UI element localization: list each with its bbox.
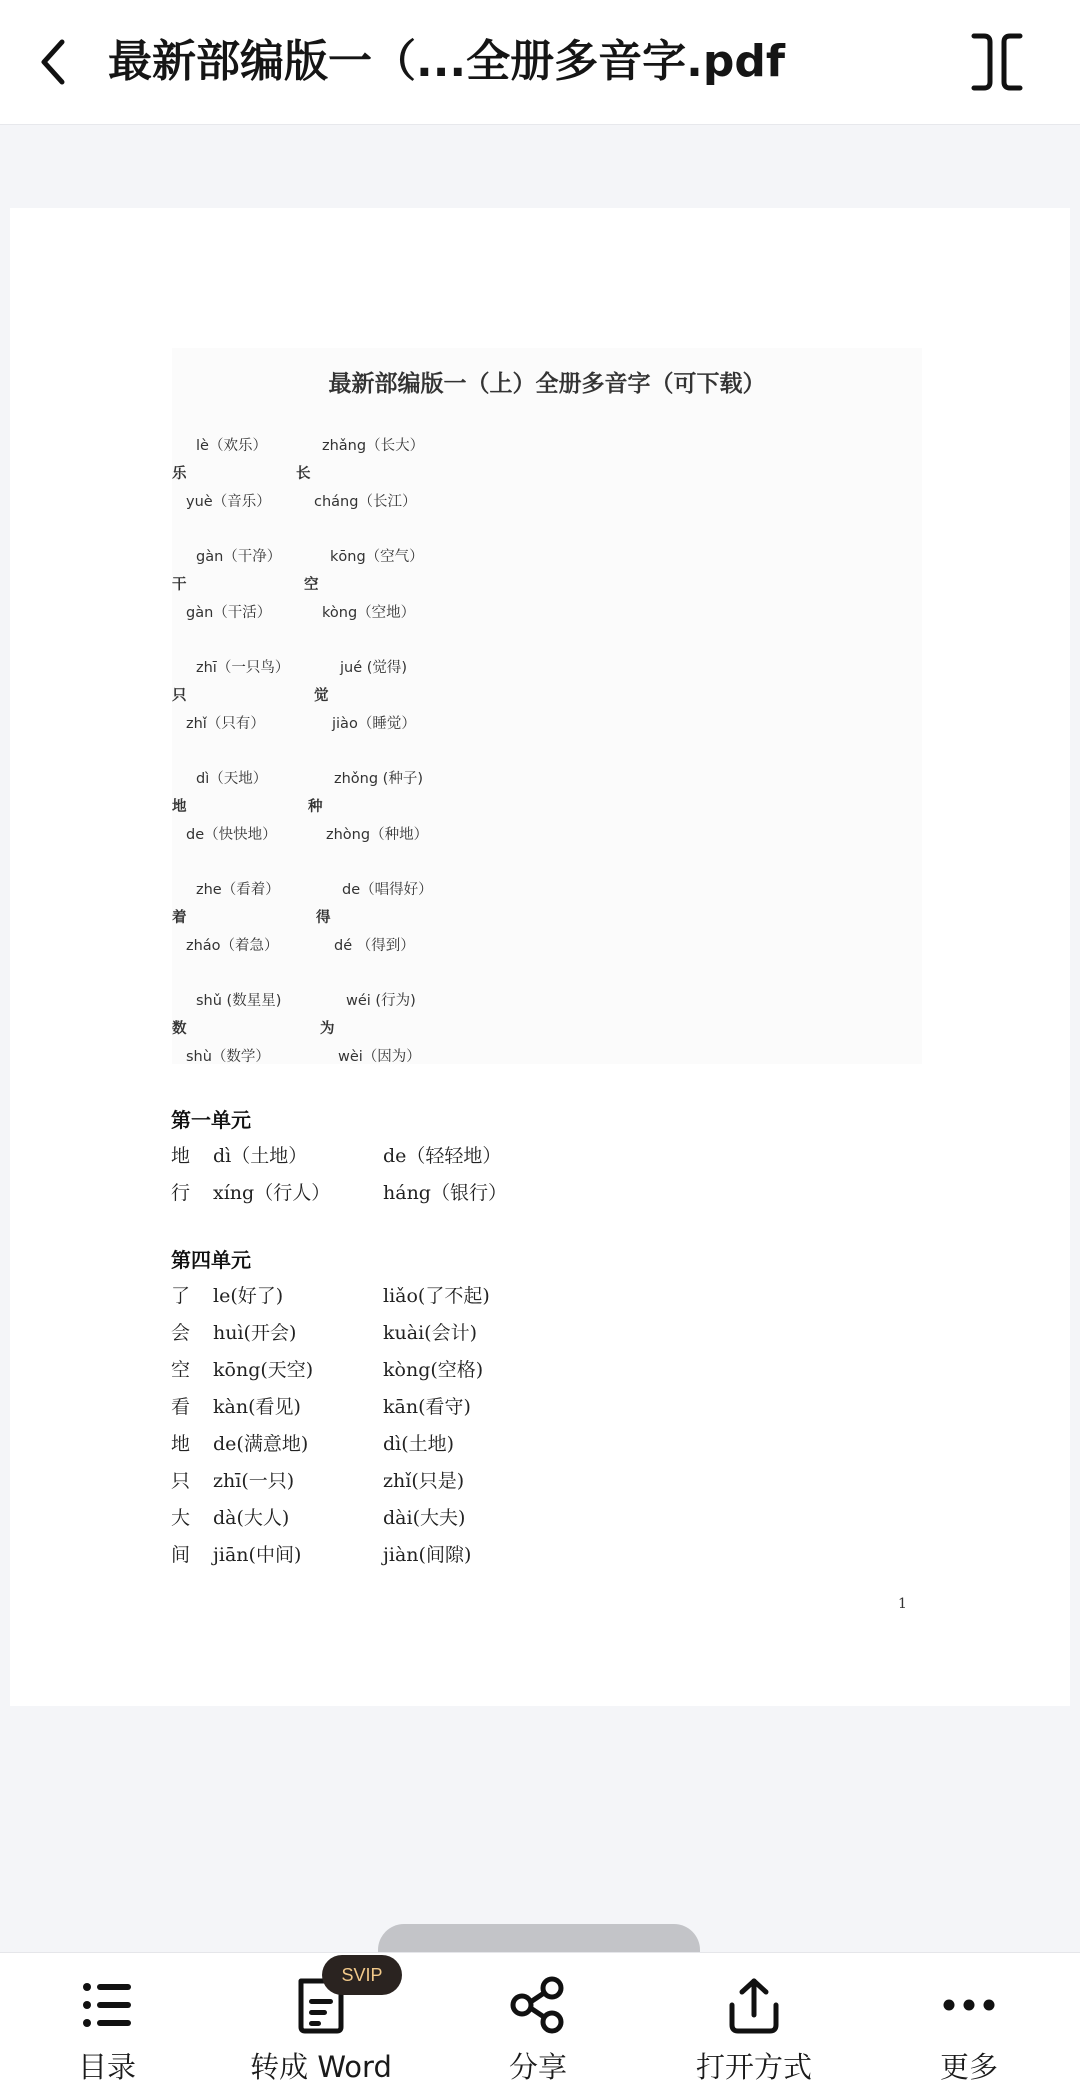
unit-char: 地 [171,1145,191,1167]
polyphone-pair [172,547,772,658]
page-number: 1 [898,1596,907,1612]
pinyin-entry: shǔ (数星星) [196,993,282,1009]
pinyin-entry: de（快快地） [186,827,277,843]
unit-char: 看 [171,1396,191,1418]
polyphone-char: 得 [316,910,331,926]
unit-reading: kòng(空格) [383,1359,484,1381]
polyphone-char: 只 [172,688,187,704]
pinyin-entry: cháng（长江） [314,494,417,510]
polyphone-char: 乐 [172,466,187,482]
pinyin-entry: zhǎng（长大） [322,438,425,454]
pinyin-entry: gàn（干活） [186,605,272,621]
unit4-title: 第四单元 [171,1248,251,1272]
scanned-image [172,348,922,1064]
unit-reading: dì(土地) [383,1433,455,1455]
unit-reading: dài(大夫) [383,1507,466,1529]
expand-icon [968,30,1026,94]
unit-reading: dà(大人) [213,1507,290,1529]
pinyin-entry: zhǒng (种子) [334,771,423,787]
pinyin-entry: jiào（睡觉） [332,716,416,732]
bottom-toolbar [0,1952,1080,2095]
pinyin-entry: gàn（干净） [196,549,282,565]
unit-char: 大 [171,1507,191,1529]
unit1-title: 第一单元 [171,1108,251,1132]
unit-reading: kōng(天空) [213,1359,314,1381]
unit-reading: dì（土地） [213,1145,308,1167]
unit-char: 空 [171,1359,191,1381]
share-label: 分享 [508,2050,567,2084]
pinyin-entry: dé （得到） [334,938,415,954]
fullscreen-button[interactable] [968,30,1026,94]
chevron-left-icon [30,28,82,96]
unit-reading: de（轻轻地） [383,1145,502,1167]
share-icon [508,1975,568,2035]
svip-badge: SVIP [322,1955,402,1995]
polyphone-char: 地 [172,799,187,815]
top-bar [0,0,1080,125]
pinyin-entry: wèi（因为） [338,1049,421,1065]
pinyin-entry: kōng（空气） [330,549,424,565]
polyphone-char: 着 [172,910,187,926]
polyphone-char: 觉 [314,688,329,704]
unit-reading: de(满意地) [213,1433,309,1455]
unit-char: 行 [171,1182,191,1204]
polyphone-char: 长 [296,466,311,482]
pinyin-entry: jué (觉得) [340,660,408,676]
document-title: 最新部编版一（...全册多音字.pdf [108,36,785,87]
pdf-page[interactable] [10,208,1070,1706]
toc-label: 目录 [77,2050,136,2084]
list-icon [77,1975,137,2035]
polyphone-pair [172,880,772,991]
pinyin-entry: de（唱得好） [342,882,433,898]
polyphone-char: 为 [320,1021,335,1037]
unit-reading: zhī(一只) [213,1470,295,1492]
unit-reading: liǎo(了不起) [383,1285,490,1307]
back-button[interactable] [30,28,82,96]
unit-reading: le(好了) [213,1285,284,1307]
share-button[interactable] [438,1953,638,2095]
pinyin-entry: kòng（空地） [322,605,416,621]
open-with-label: 打开方式 [695,2050,812,2084]
unit-char: 地 [171,1433,191,1455]
open-with-button[interactable] [654,1953,854,2095]
pinyin-entry: yuè（音乐） [186,494,271,510]
unit-reading: jiān(中间) [213,1544,302,1566]
unit-reading: háng（银行） [383,1182,507,1204]
polyphone-pair [172,769,772,880]
unit-char: 间 [171,1544,191,1566]
more-icon [939,1975,999,2035]
pinyin-entry: shù（数学） [186,1049,270,1065]
polyphone-pair [172,658,772,769]
pinyin-entry: zhe（看着） [196,882,280,898]
pinyin-entry: zhī（一只鸟） [196,660,290,676]
unit-reading: huì(开会) [213,1322,297,1344]
unit-reading: jiàn(间隙) [383,1544,472,1566]
polyphone-char: 数 [172,1021,187,1037]
unit-reading: kān(看守) [383,1396,471,1418]
pinyin-entry: dì（天地） [196,771,268,787]
pinyin-entry: zhòng（种地） [326,827,429,843]
pinyin-entry: lè（欢乐） [196,438,267,454]
polyphone-char: 种 [308,799,323,815]
unit-reading: kuài(会计) [383,1322,477,1344]
pinyin-entry: zháo（着急） [186,938,279,954]
unit-reading: kàn(看见) [213,1396,301,1418]
polyphone-pair [172,436,772,547]
polyphone-char: 干 [172,577,187,593]
pinyin-entry: wéi (行为) [346,993,416,1009]
unit-char: 了 [171,1285,191,1307]
more-button[interactable] [869,1953,1069,2095]
unit-char: 只 [171,1470,191,1492]
unit-reading: zhǐ(只是) [383,1470,465,1492]
convert-word-label: 转成 Word [250,2050,392,2084]
unit-char: 会 [171,1322,191,1344]
upload-icon [724,1975,784,2035]
pinyin-entry: zhǐ（只有） [186,716,265,732]
unit-reading: xíng（行人） [213,1182,331,1204]
polyphone-pair [172,991,772,1102]
more-label: 更多 [939,2050,998,2084]
toc-button[interactable] [7,1953,207,2095]
polyphone-char: 空 [304,577,319,593]
scan-title: 最新部编版一（上）全册多音字（可下载） [328,371,766,397]
